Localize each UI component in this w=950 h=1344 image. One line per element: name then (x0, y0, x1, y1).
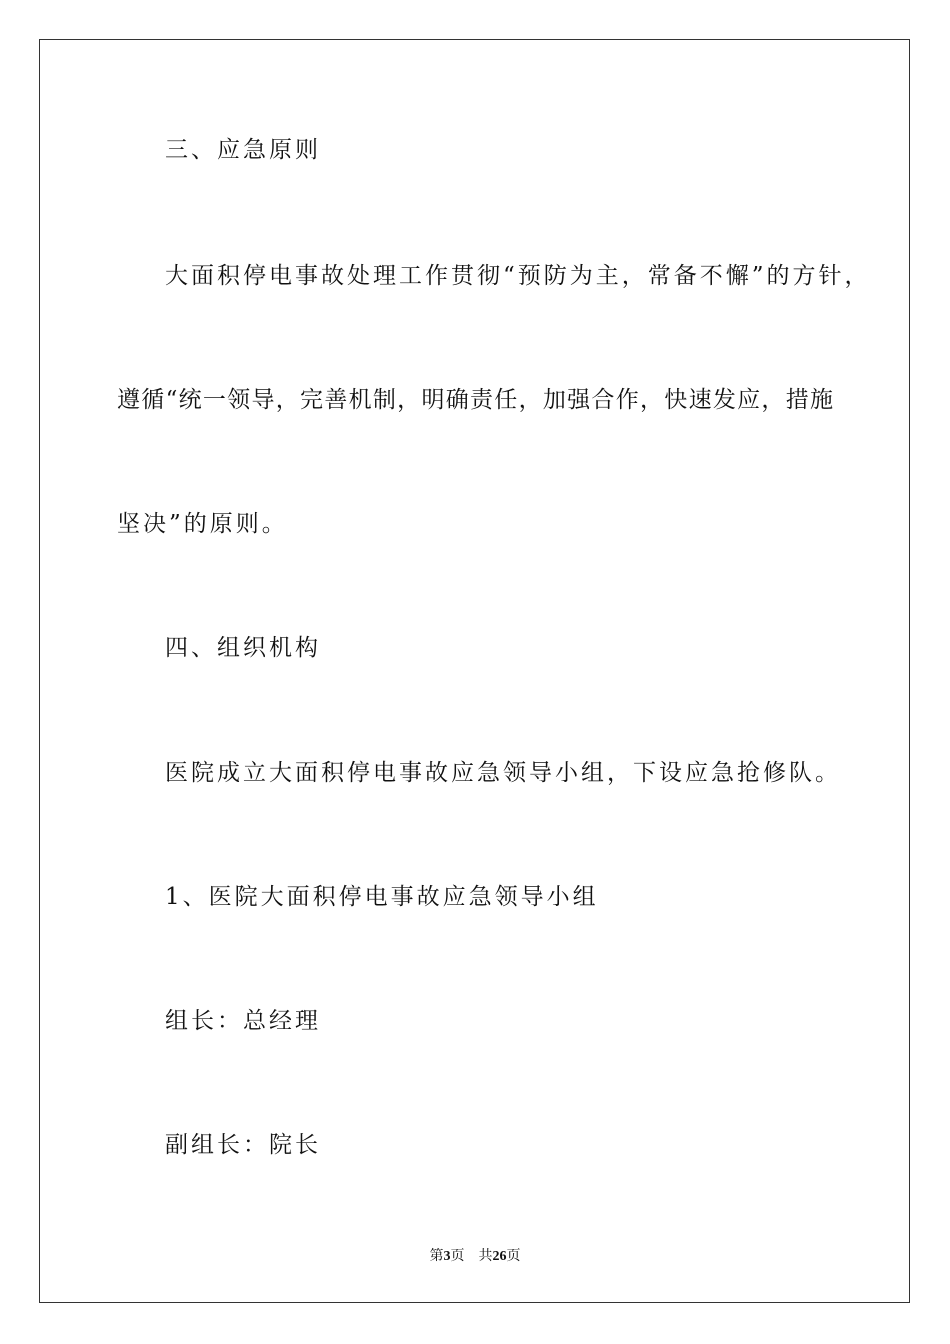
group-leader-line: 组长：总经理 (165, 1008, 321, 1034)
footer-page-number: 3 (443, 1249, 451, 1264)
paragraph-organization: 医院成立大面积停电事故应急领导小组，下设应急抢修队。 (165, 760, 841, 786)
footer-total-suffix: 页 (506, 1248, 521, 1264)
page-footer (0, 1246, 950, 1267)
page-border (39, 39, 910, 1303)
section-heading-organization: 四、组织机构 (165, 635, 321, 661)
footer-total-prefix: 共 (478, 1248, 493, 1264)
footer-total-pages: 26 (492, 1249, 507, 1264)
footer-page-suffix: 页 (450, 1248, 465, 1264)
paragraph-principles-line-2: 遵循“统一领导，完善机制，明确责任，加强合作，快速发应，措施 (117, 387, 833, 413)
paragraph-principles-line-1: 大面积停电事故处理工作贯彻“预防为主，常备不懈”的方针， (165, 263, 871, 289)
footer-page-prefix: 第 (429, 1248, 444, 1264)
subheading-leadership-group: 1、医院大面积停电事故应急领导小组 (165, 884, 599, 910)
section-heading-principles: 三、应急原则 (165, 137, 321, 163)
deputy-leader-line: 副组长：院长 (165, 1132, 321, 1158)
paragraph-principles-line-3: 坚决”的原则。 (117, 511, 288, 537)
